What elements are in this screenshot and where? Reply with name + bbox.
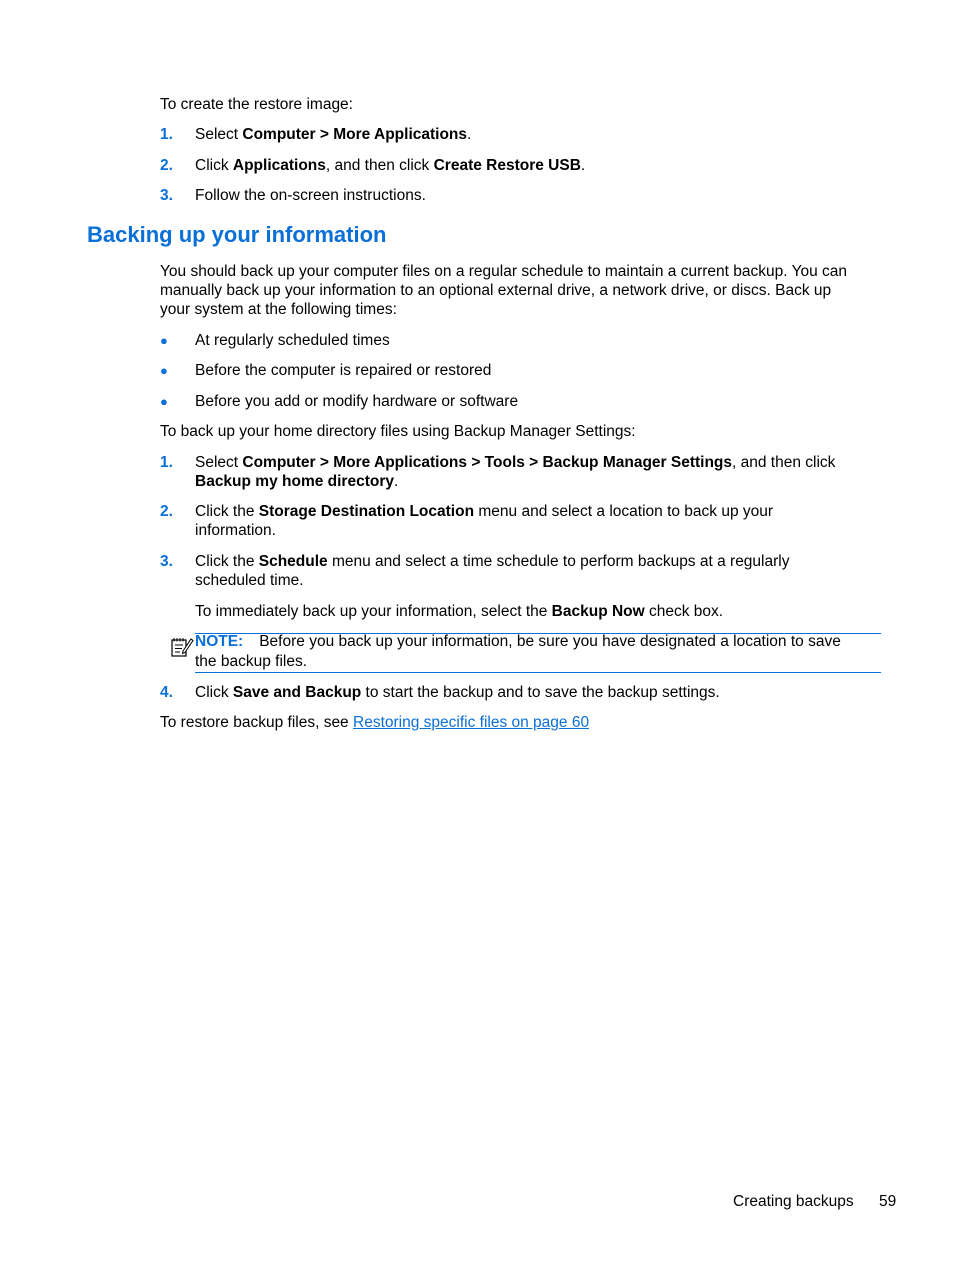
backup-step-1-cont: Backup my home directory. <box>195 473 399 490</box>
step-number: 3. <box>160 187 173 204</box>
backup-step-1: Select Computer > More Applications > Tools > Backup Manager Settings, and then click <box>195 454 836 471</box>
note-icon <box>170 636 194 658</box>
bullet-icon: ● <box>160 394 168 409</box>
restore-files-link[interactable]: Restoring specific files on page 60 <box>353 714 590 731</box>
backup-step-3: Click the Schedule menu and select a time schedule to perform backups at a regularly <box>195 553 790 570</box>
backup-step-3-sub: To immediately back up your information, select the Backup Now check box. <box>195 603 724 620</box>
backup-intro: To back up your home directory files using Backup Manager Settings: <box>160 423 636 440</box>
paragraph-line: your system at the following times: <box>160 301 397 318</box>
intro-text: To create the restore image: <box>160 96 353 113</box>
backup-step-3-cont: scheduled time. <box>195 572 304 589</box>
bullet-item: At regularly scheduled times <box>195 332 390 349</box>
paragraph-line: manually back up your information to an optional external drive, a network drive, or discs. Back up <box>160 282 832 299</box>
bullet-icon: ● <box>160 363 168 378</box>
bullet-item: Before you add or modify hardware or software <box>195 393 519 410</box>
note-line-1: NOTE: Before you back up your information, be sure you have designated a location to save <box>195 633 841 650</box>
backup-step-2: Click the Storage Destination Location menu and select a location to back up your <box>195 503 774 520</box>
step-number: 3. <box>160 553 173 570</box>
step-number: 4. <box>160 684 173 701</box>
step-number: 2. <box>160 157 173 174</box>
restore-reference: To restore backup files, see Restoring specific files on page 60 <box>160 714 590 731</box>
restore-step-3: Follow the on-screen instructions. <box>195 187 426 204</box>
note-bottom-rule <box>195 672 881 673</box>
backup-step-4: Click Save and Backup to start the backup and to save the backup settings. <box>195 684 720 701</box>
note-line-2: the backup files. <box>195 653 308 670</box>
step-number: 1. <box>160 454 173 471</box>
bullet-icon: ● <box>160 333 168 348</box>
step-number: 1. <box>160 126 173 143</box>
step-number: 2. <box>160 503 173 520</box>
restore-step-2: Click Applications, and then click Create Restore USB. <box>195 157 586 174</box>
note-label: NOTE: <box>195 633 244 650</box>
backup-step-2-cont: information. <box>195 522 276 539</box>
section-heading: Backing up your information <box>87 222 387 247</box>
paragraph-line: You should back up your computer files on a regular schedule to maintain a current backup. You can <box>160 263 848 280</box>
restore-step-1: Select Computer > More Applications. <box>195 126 472 143</box>
bullet-item: Before the computer is repaired or restored <box>195 362 492 379</box>
footer-page-number: 59 <box>879 1193 897 1210</box>
footer-section-title: Creating backups <box>733 1193 854 1210</box>
